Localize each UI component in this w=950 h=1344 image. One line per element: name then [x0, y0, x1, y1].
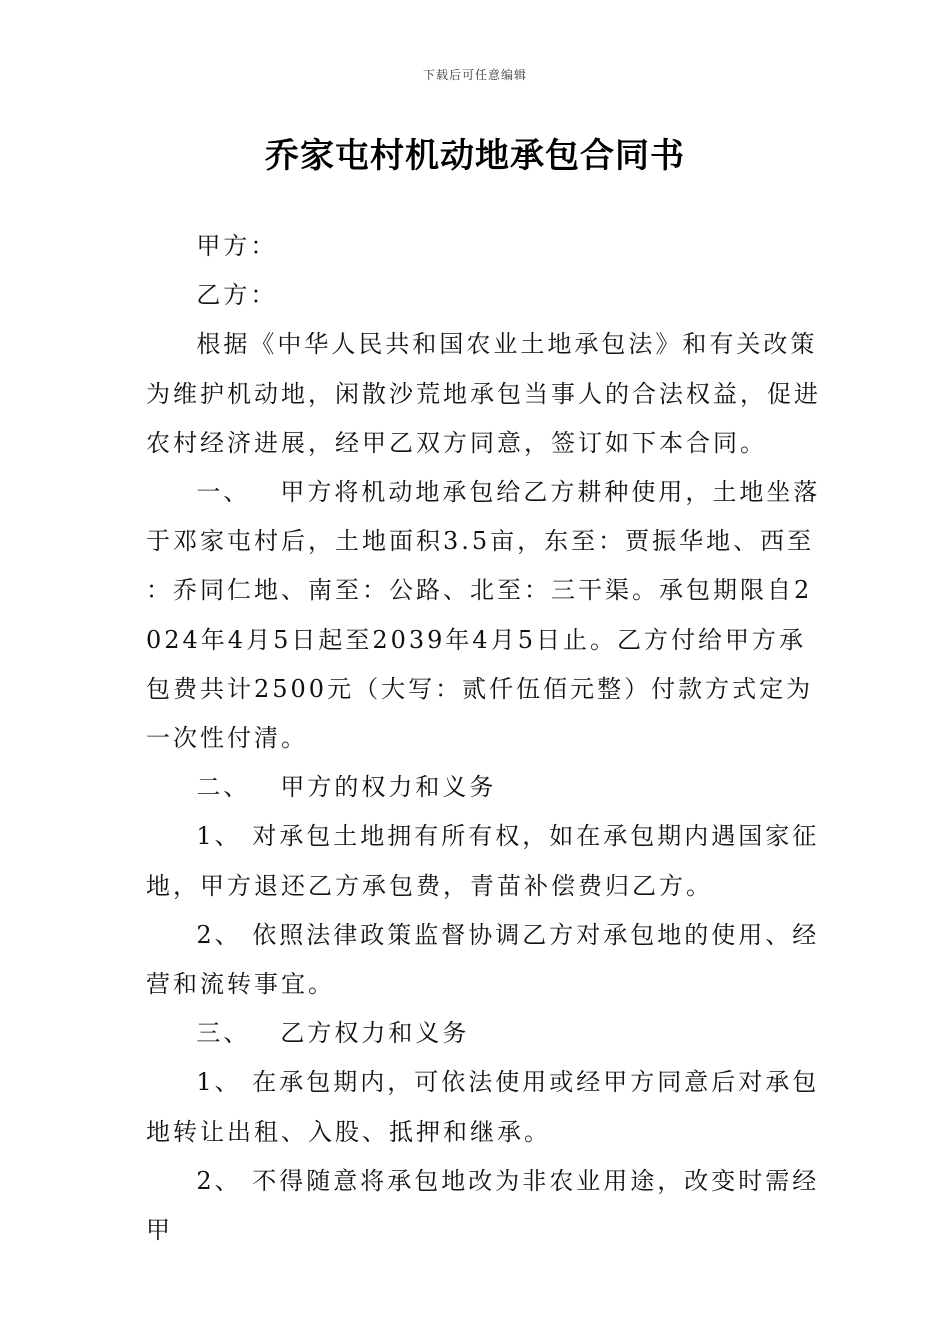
document-body — [146, 222, 826, 1255]
section-one — [146, 468, 826, 763]
section-one-text: 甲方将机动地承包给乙方耕种使用，土地坐落于邓家屯村后，土地面积3.5亩，东至：贾振华地、西至：乔同仁地、南至：公路、北至：三干渠。承包期限自2024年4月5日起至2039年4月5日止。乙方付给甲方承包费共计2500元（大写：贰仟伍佰元整）付款方式定为一次性付清。 — [146, 478, 821, 753]
section-three-item-1: 1、 在承包期内，可依法使用或经甲方同意后对承包地转让出租、入股、抵押和继承。 — [146, 1068, 820, 1146]
section-three-number: 三、 — [196, 1019, 251, 1048]
section-one-number: 一、 — [196, 478, 251, 507]
header-note: 下载后可任意编辑 — [422, 68, 527, 82]
section-two-heading — [146, 763, 826, 812]
section-two-item-2: 2、 依照法律政策监督协调乙方对承包地的使用、经营和流转事宜。 — [146, 920, 820, 999]
section-three-title: 乙方权力和义务 — [280, 1019, 470, 1048]
party-a-line: 甲方： — [196, 232, 278, 260]
section-two-item-1: 1、 对承包土地拥有所有权，如在承包期内遇国家征地，甲方退还乙方承包费，青苗补偿费归乙方。 — [146, 822, 820, 900]
party-b-line: 乙方： — [196, 281, 278, 310]
section-two-title: 甲方的权力和义务 — [280, 773, 497, 802]
preamble-paragraph: 根据《中华人民共和国农业土地承包法》和有关改策为维护机动地，闲散沙荒地承包当事人的合法权益，促进农村经济进展，经甲乙双方同意，签订如下本合同。 — [146, 330, 821, 457]
section-two-number: 二、 — [196, 773, 251, 802]
document-title: 乔家屯村机动地承包合同书 — [265, 136, 685, 176]
section-three-item-2: 2、 不得随意将承包地改为非农业用途，改变时需经甲 — [146, 1166, 820, 1245]
section-three-heading — [146, 1009, 826, 1058]
